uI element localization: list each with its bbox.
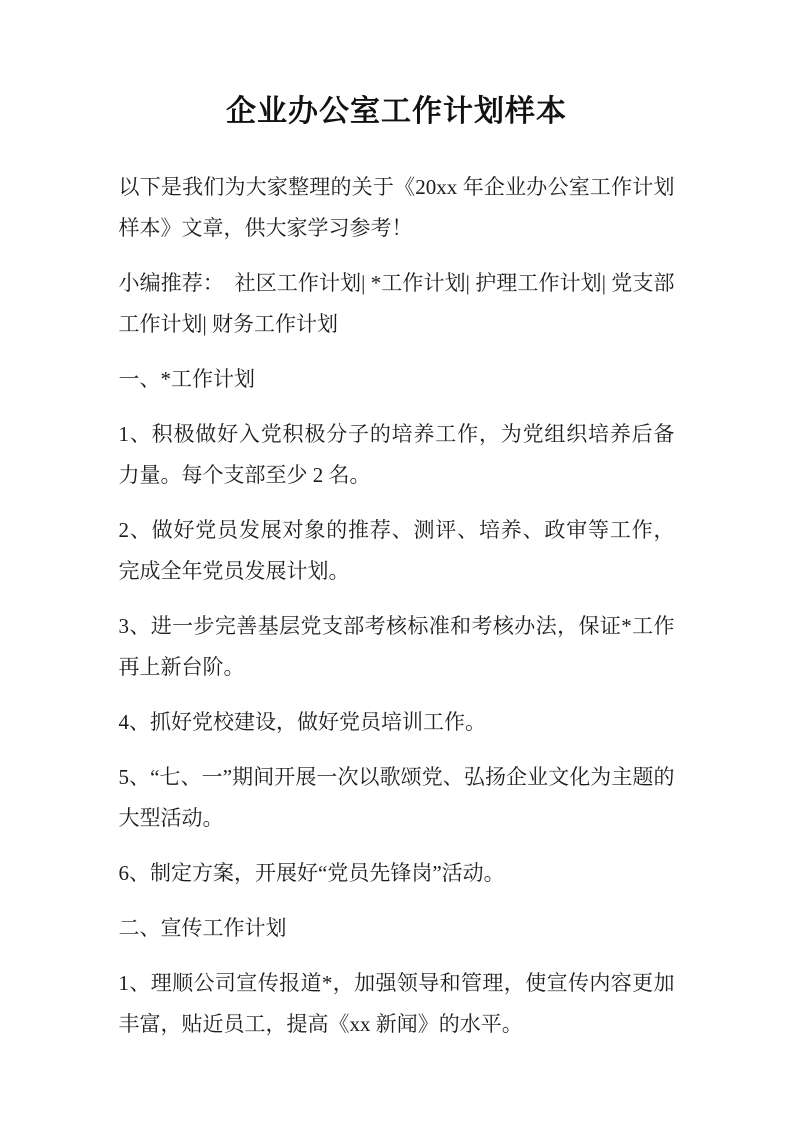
intro-paragraph: 以下是我们为大家整理的关于《20xx 年企业办公室工作计划样本》文章，供大家学习参考！ [118,175,675,240]
section-1-item-3: 3、进一步完善基层党支部考核标准和考核办法，保证*工作再上新台阶。 [118,614,675,679]
document-title: 企业办公室工作计划样本 [226,95,567,128]
section-1-item-6: 6、制定方案，开展好“党员先锋岗”活动。 [118,861,505,885]
section-2-heading: 二、宣传工作计划 [118,916,287,940]
section-1-item-1: 1、积极做好入党积极分子的培养工作，为党组织培养后备力量。每个支部至少 2 名。 [118,422,675,487]
editor-recommend-paragraph: 小编推荐： 社区工作计划| *工作计划| 护理工作计划| 党支部工作计划| 财务工作计划 [118,271,675,336]
section-1-heading: 一、*工作计划 [118,367,255,391]
section-2-item-1: 1、理顺公司宣传报道*，加强领导和管理，使宣传内容更加丰富，贴近员工，提高《xx 新闻》的水平。 [118,971,675,1036]
section-1-item-5: 5、“七、一”期间开展一次以歌颂党、弘扬企业文化为主题的大型活动。 [118,765,675,830]
section-1-item-2: 2、做好党员发展对象的推荐、测评、培养、政审等工作，完成全年党员发展计划。 [118,518,675,583]
section-1-item-4: 4、抓好党校建设，做好党员培训工作。 [118,710,486,734]
document-content [119,0,675,1045]
